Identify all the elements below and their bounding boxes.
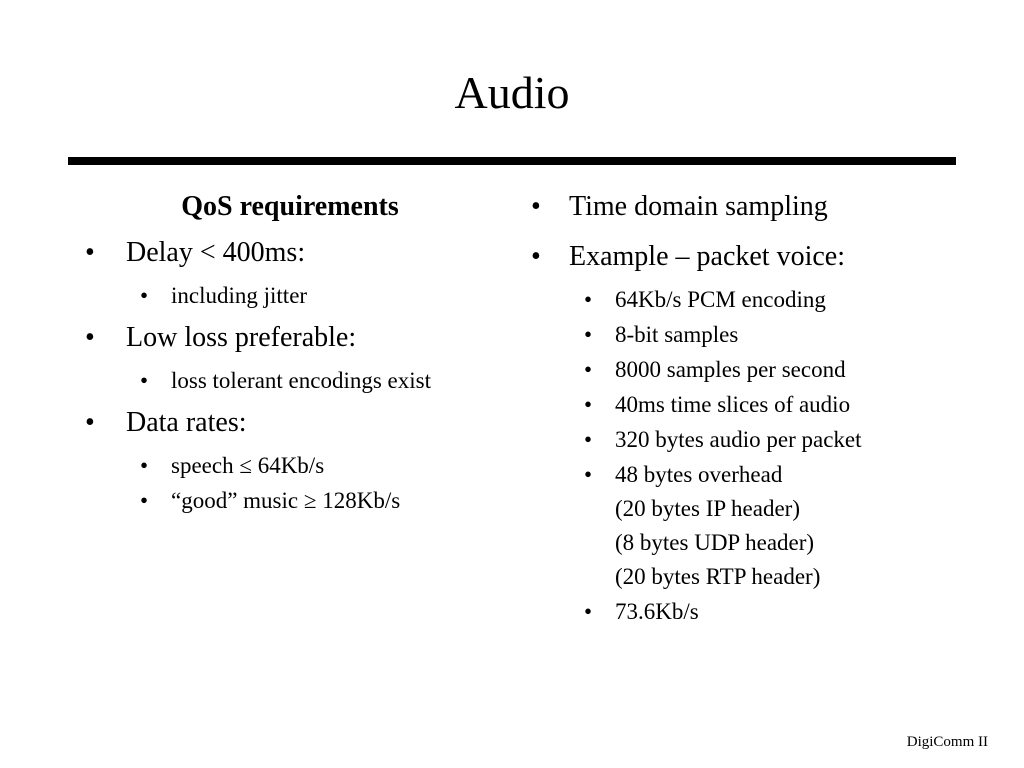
sub-bullet-item	[518, 283, 978, 317]
bullet-icon: •	[85, 237, 95, 268]
bullet-icon: •	[140, 488, 149, 513]
sub-bullet-text: 8-bit samples	[615, 322, 739, 347]
sub-bullet-text: speech ≤ 64Kb/s	[171, 453, 325, 478]
bullet-item	[518, 189, 978, 225]
bullet-icon: •	[584, 427, 593, 452]
bullet-icon: •	[85, 322, 95, 353]
bullet-text: Data rates:	[126, 407, 247, 438]
bullet-text: Example – packet voice:	[569, 241, 845, 272]
sub-bullet-item	[72, 279, 512, 313]
slide-title: Audio	[454, 67, 570, 118]
bullet-icon: •	[584, 287, 593, 312]
overhead-rtp-line: (20 bytes RTP header)	[615, 564, 821, 589]
sub-bullet-item	[72, 484, 512, 518]
bullet-icon: •	[584, 357, 593, 382]
sub-bullet-text: 320 bytes audio per packet	[615, 427, 862, 452]
overhead-ip-line: (20 bytes IP header)	[615, 496, 800, 521]
bullet-icon: •	[584, 322, 593, 347]
bullet-icon: •	[584, 392, 593, 417]
sub-bullet-text: 8000 samples per second	[615, 357, 846, 382]
bullet-icon: •	[584, 462, 593, 487]
sub-bullet-item	[518, 388, 978, 422]
left-column-heading: QoS requirements	[181, 191, 399, 222]
sub-bullet-item	[72, 449, 512, 483]
bullet-icon: •	[531, 191, 541, 222]
sub-bullet-item	[518, 423, 978, 457]
sub-bullet-item	[518, 318, 978, 352]
bullet-text: Time domain sampling	[569, 191, 828, 222]
slide-footer: DigiComm II	[906, 734, 988, 750]
bullet-icon: •	[531, 241, 541, 272]
sub-bullet-item	[518, 353, 978, 387]
right-bullet-list	[518, 189, 978, 629]
left-column	[72, 185, 512, 525]
bullet-icon: •	[85, 407, 95, 438]
overhead-udp-line: (8 bytes UDP header)	[615, 530, 815, 555]
title-divider	[68, 157, 956, 165]
right-column	[518, 189, 978, 636]
bullet-text: Delay < 400ms:	[126, 237, 306, 268]
bullet-icon: •	[140, 368, 149, 393]
bullet-icon: •	[140, 453, 149, 478]
bullet-item	[72, 235, 512, 271]
sub-bullet-text: 40ms time slices of audio	[615, 392, 851, 417]
bullet-icon: •	[140, 283, 149, 308]
bullet-item	[518, 239, 978, 275]
bullet-item	[72, 405, 512, 441]
sub-bullet-text: including jitter	[171, 283, 308, 308]
bullet-text: Low loss preferable:	[126, 322, 357, 353]
sub-bullet-text: 48 bytes overhead	[615, 462, 783, 487]
sub-bullet-text: 73.6Kb/s	[615, 599, 699, 624]
left-bullet-list	[72, 235, 512, 518]
bullet-icon: •	[584, 599, 593, 624]
sub-bullet-item-overhead	[518, 458, 978, 594]
sub-bullet-text: 64Kb/s PCM encoding	[615, 287, 826, 312]
sub-bullet-text: “good” music ≥ 128Kb/s	[171, 488, 401, 513]
sub-bullet-item	[72, 364, 512, 398]
sub-bullet-item	[518, 595, 978, 629]
sub-bullet-text: loss tolerant encodings exist	[171, 368, 431, 393]
bullet-item	[72, 320, 512, 356]
